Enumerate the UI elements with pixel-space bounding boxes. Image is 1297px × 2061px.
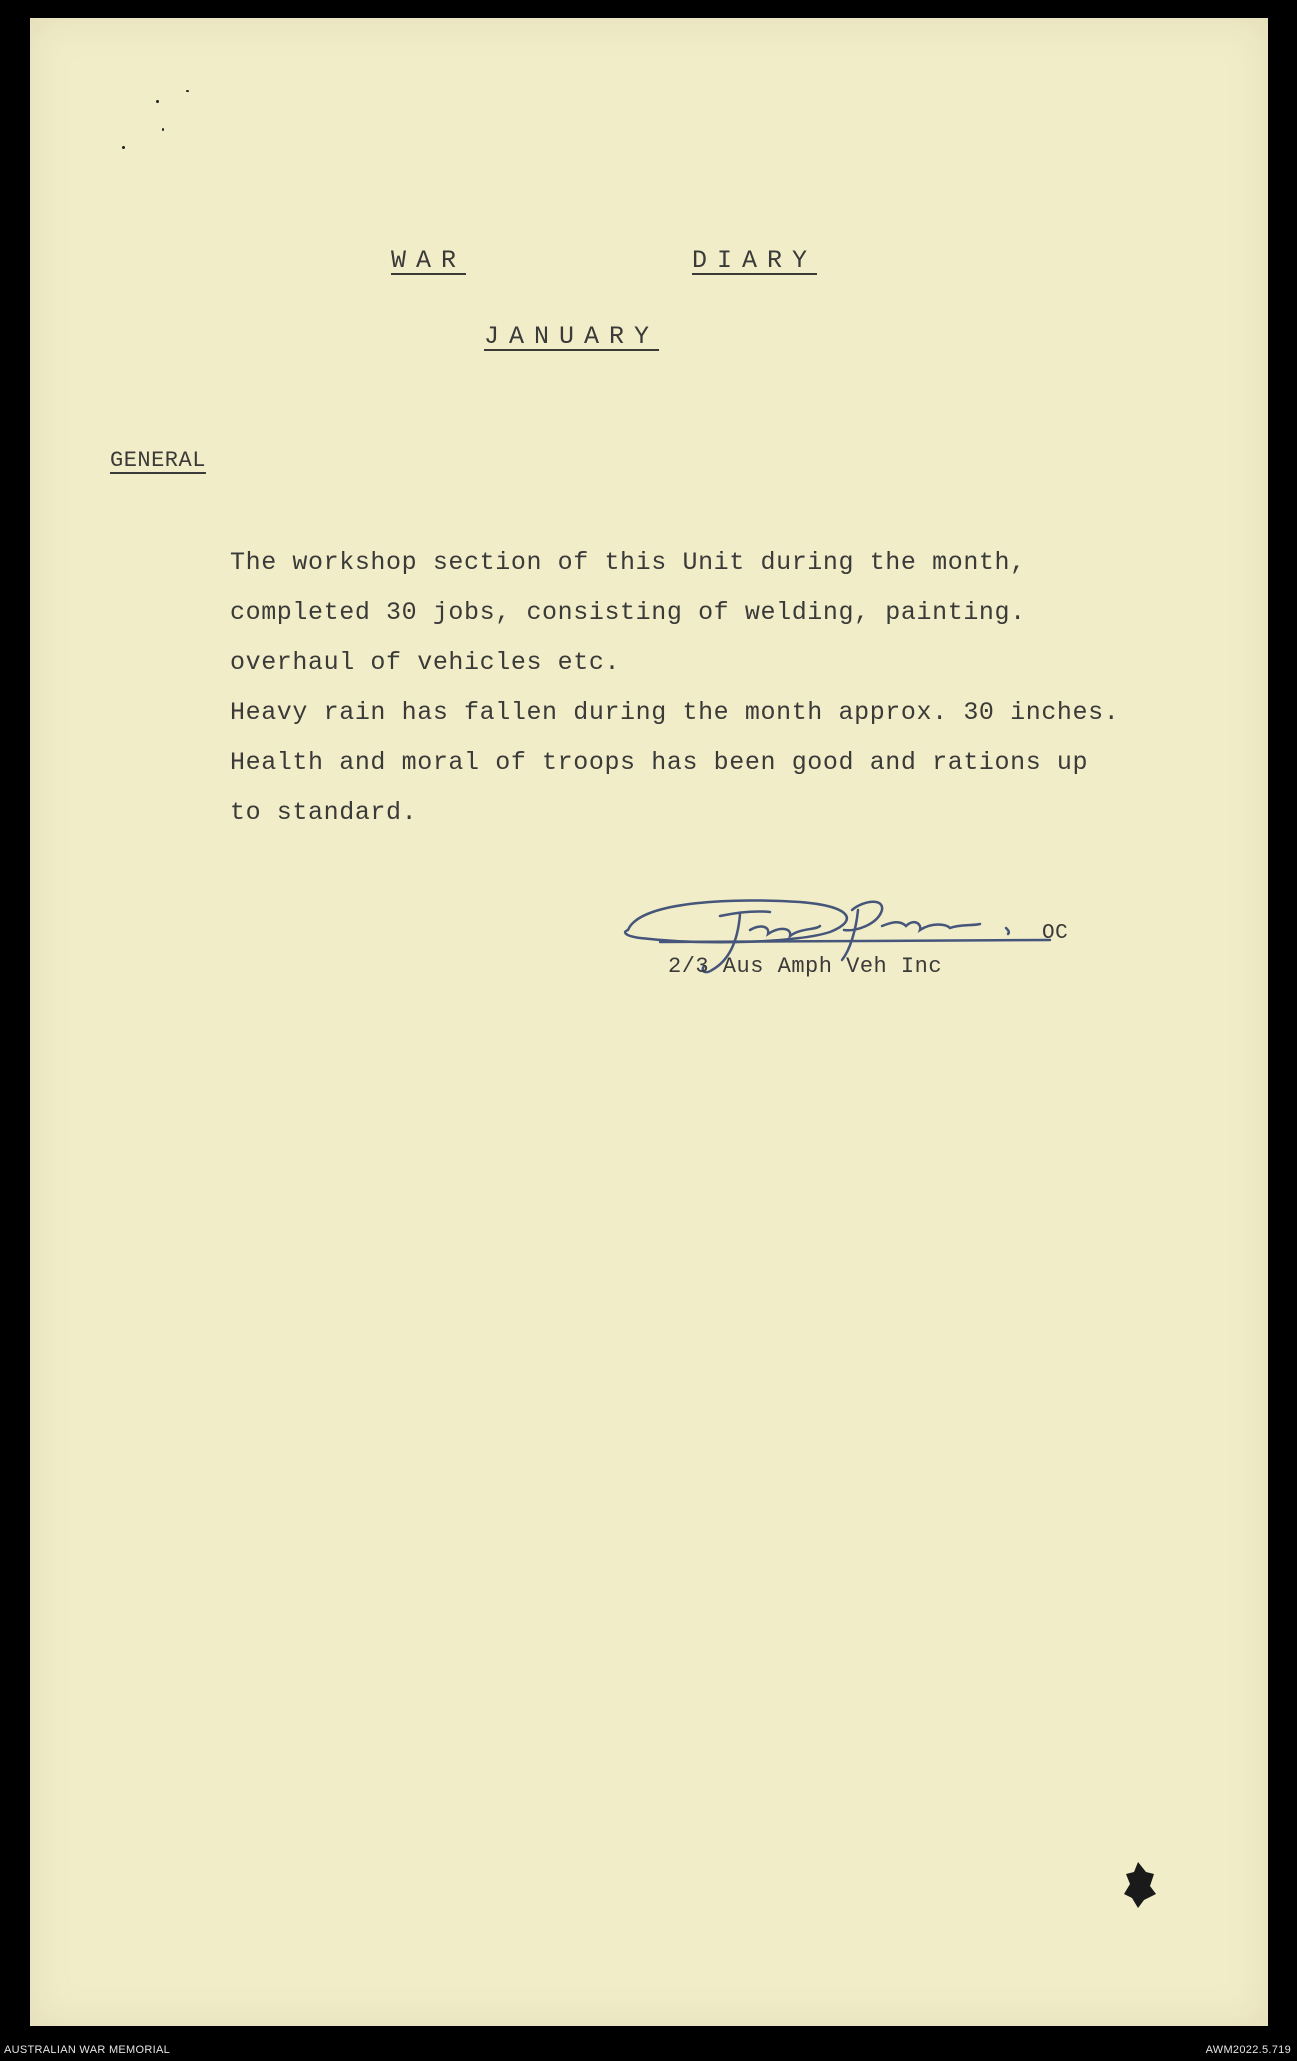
- body-line-4: Heavy rain has fallen during the month approx. 30 inches.: [230, 698, 1120, 727]
- footer-institution: AUSTRALIAN WAR MEMORIAL: [4, 2044, 171, 2056]
- footer-reference: AWM2022.5.719: [1205, 2044, 1291, 2056]
- paper-speck: [156, 100, 159, 103]
- body-line-1: The workshop section of this Unit during the month,: [230, 548, 1026, 577]
- body-line-2: completed 30 jobs, consisting of welding, painting.: [230, 598, 1026, 627]
- body-line-6: to standard.: [230, 798, 418, 827]
- document-page: [30, 18, 1268, 2026]
- body-line-5: Health and moral of troops has been good and rations up: [230, 748, 1089, 777]
- paper-hole-mark: [1120, 1860, 1160, 1910]
- paper-speck: [186, 90, 189, 92]
- title-war: WAR: [391, 246, 467, 275]
- section-heading-general: GENERAL: [110, 448, 206, 473]
- title-month: JANUARY: [484, 322, 660, 351]
- paper-speck: [122, 146, 125, 149]
- unit-line: 2/3 Aus Amph Veh Inc: [668, 954, 943, 979]
- body-line-3: overhaul of vehicles etc.: [230, 648, 621, 677]
- title-diary: DIARY: [692, 246, 818, 275]
- signature-role: OC: [1042, 922, 1069, 945]
- paper-speck: [162, 128, 164, 131]
